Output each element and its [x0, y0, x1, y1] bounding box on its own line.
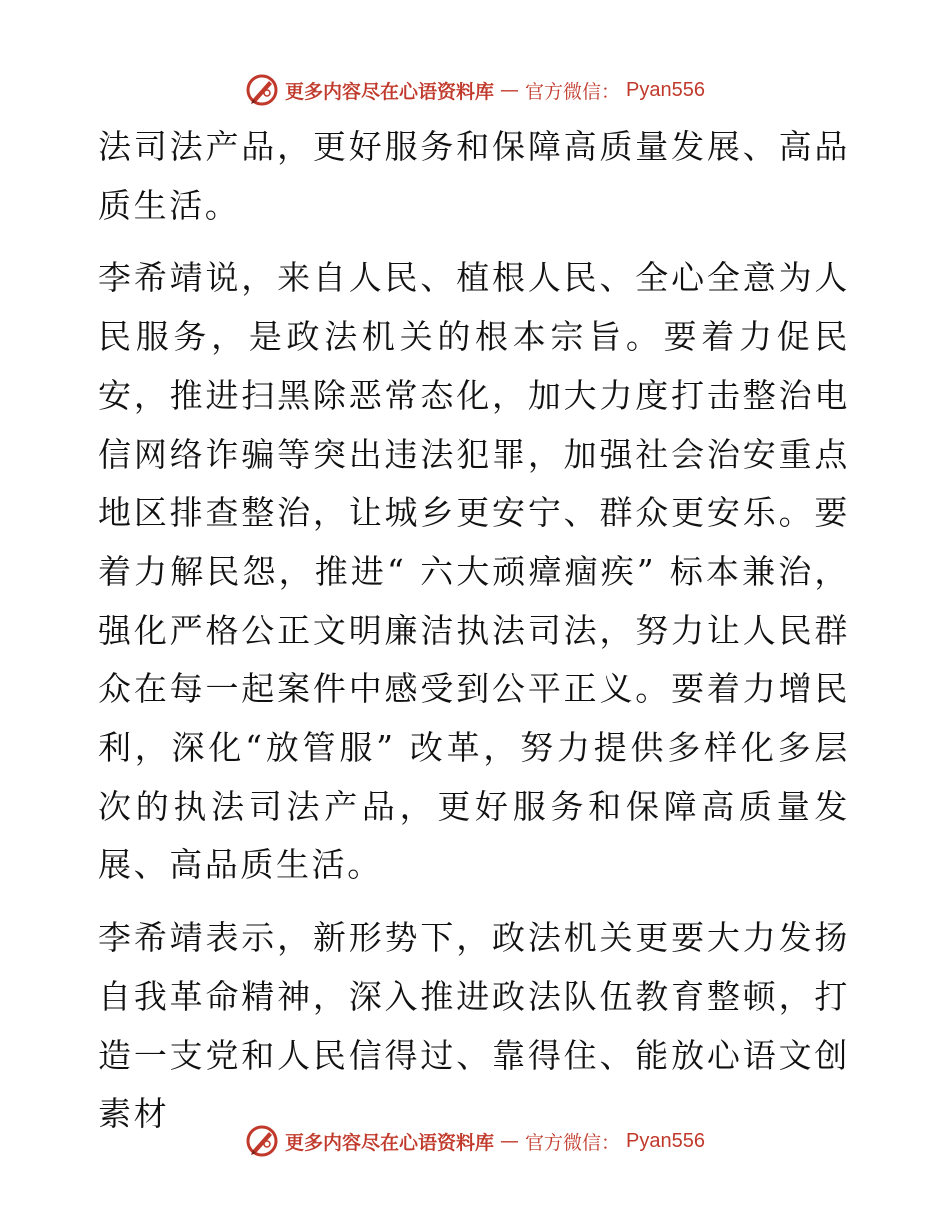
paragraph-1: 法司法产品，更好服务和保障高质量发展、高品质生活。 [98, 127, 850, 225]
pen-circle-logo-icon [245, 1124, 279, 1158]
header-banner [0, 70, 950, 110]
footer-wechat-label: 官方微信： [525, 1131, 621, 1154]
paragraph-3: 李希靖表示，新形势下，政法机关更要大力发扬自我革命精神，深入推进政法队伍教育整顿，打造一支党和人民信得过、靠得住、能放心语文创素材 [98, 918, 850, 1134]
footer-site-name: 更多内容尽在心语资料库 [285, 1131, 495, 1154]
header-wechat-id: Pyan556 [626, 78, 705, 101]
header-separator: — [500, 79, 520, 101]
footer-wechat-id: Pyan556 [626, 1129, 705, 1152]
document-body [98, 118, 850, 1144]
pen-circle-logo-icon [245, 73, 279, 107]
paragraph-2: 李希靖说，来自人民、植根人民、全心全意为人民服务，是政法机关的根本宗旨。要着力促民安，推进扫黑除恶常态化，加大力度打击整治电信网络诈骗等突出违法犯罪，加强社会治安重点地区排查整治，让城乡更安宁、群众更安乐。要着力解民怨，推进“ 六大顽瘴痼疾” 标本兼治，强化严格公正文明廉洁执法司法，努力让人民群众在每一起案件中感受到公平正义。要着力增民利，深化“放管服” 改革，努力提供多样化多层次的执法司法产品，更好服务和保障高质量发展、高品质生活。 [98, 258, 850, 885]
footer-banner [0, 1121, 950, 1161]
footer-separator: — [500, 1130, 520, 1152]
header-wechat-label: 官方微信： [525, 80, 621, 103]
header-site-name: 更多内容尽在心语资料库 [285, 80, 495, 103]
